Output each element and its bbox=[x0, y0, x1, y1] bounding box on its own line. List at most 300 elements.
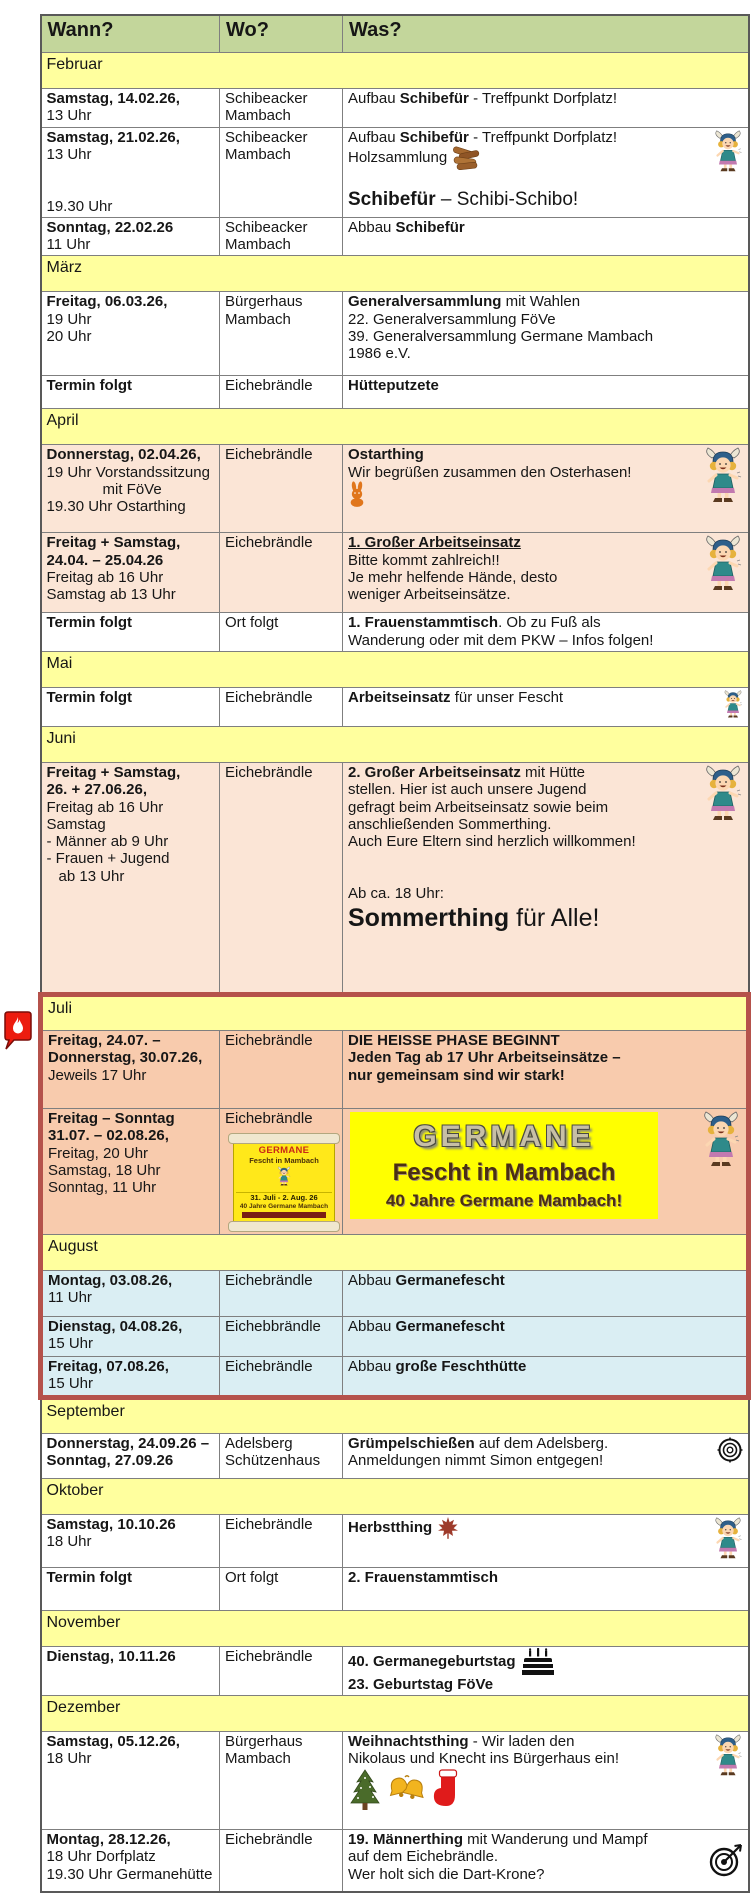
month-label: September bbox=[46, 1402, 125, 1420]
text: Abbau bbox=[348, 1358, 396, 1376]
text-line bbox=[47, 569, 215, 586]
month-label: Mai bbox=[46, 654, 73, 672]
text-line bbox=[47, 586, 215, 603]
text: Holzsammlung bbox=[348, 148, 452, 166]
wo-cell bbox=[220, 292, 343, 376]
event-row bbox=[41, 1646, 749, 1695]
text-line bbox=[47, 850, 215, 867]
text: 18 Uhr Dorfplatz bbox=[46, 1848, 156, 1866]
scroll-cap-bottom bbox=[228, 1221, 340, 1232]
text-line bbox=[48, 1358, 214, 1375]
text: für unser Fescht bbox=[450, 688, 564, 706]
text-line bbox=[225, 146, 337, 163]
wo-cell bbox=[220, 687, 343, 726]
event-row bbox=[41, 1317, 749, 1357]
text: nur gemeinsam sind wir stark! bbox=[348, 1066, 565, 1084]
column-header-wo bbox=[220, 15, 343, 53]
text-line bbox=[348, 1032, 741, 1049]
text: 39. Generalversammlung Germane Mambach bbox=[348, 327, 654, 345]
wo-cell bbox=[220, 1109, 343, 1235]
text: ab 13 Uhr bbox=[58, 867, 125, 885]
poster-title: GERMANE bbox=[258, 1145, 310, 1157]
text-line bbox=[48, 1127, 214, 1144]
text: 15 Uhr bbox=[48, 1335, 94, 1353]
was-cell bbox=[343, 1514, 749, 1567]
month-cell bbox=[41, 1397, 749, 1433]
text-line bbox=[348, 816, 743, 833]
birthday-cake-icon bbox=[520, 1648, 556, 1676]
text: Nikolaus und Knecht ins Bürgerhaus ein! bbox=[348, 1750, 619, 1768]
event-row bbox=[41, 1271, 749, 1317]
text: Donnerstag, 24.09.26 – bbox=[46, 1434, 210, 1452]
wann-cell bbox=[41, 613, 220, 652]
text: Schibefür bbox=[399, 128, 469, 146]
was-cell bbox=[343, 1031, 749, 1109]
text-line bbox=[348, 833, 743, 850]
text-line bbox=[348, 1768, 743, 1812]
text: auf dem Adelsberg. bbox=[474, 1434, 609, 1452]
text: 13 Uhr bbox=[46, 145, 92, 163]
wo-cell bbox=[220, 1271, 343, 1317]
text: Adelsberg bbox=[225, 1434, 293, 1452]
text-line bbox=[47, 219, 215, 236]
text: Wanderung oder mit dem PKW – Infos folgen! bbox=[348, 631, 654, 649]
text: 2. Frauenstammtisch bbox=[348, 1568, 499, 1586]
text-line bbox=[47, 868, 215, 885]
text: 15 Uhr bbox=[48, 1375, 94, 1393]
wann-cell bbox=[41, 687, 220, 726]
wo-cell bbox=[220, 533, 343, 613]
text: auf dem Eichebrändle. bbox=[348, 1848, 499, 1866]
text-line bbox=[348, 781, 743, 798]
text-line bbox=[225, 311, 337, 328]
month-label: August bbox=[48, 1238, 98, 1256]
text: Eichebbrändle bbox=[225, 1318, 321, 1336]
text-line bbox=[348, 1750, 743, 1767]
text-line bbox=[348, 868, 743, 885]
text-line bbox=[47, 198, 215, 215]
event-row bbox=[41, 1567, 749, 1610]
text-line bbox=[225, 1733, 337, 1750]
poster-date: 31. Juli - 2. Aug. 26 bbox=[236, 1192, 332, 1203]
month-label: Dezember bbox=[46, 1699, 121, 1717]
text-line bbox=[348, 1648, 743, 1676]
text: Ostarthing bbox=[348, 446, 424, 464]
text: Eichebrändle bbox=[225, 1358, 313, 1376]
christmas-tree-icon bbox=[348, 1768, 382, 1812]
text-line bbox=[225, 1110, 337, 1127]
was-cell bbox=[343, 1732, 749, 1830]
wo-cell bbox=[220, 1317, 343, 1357]
was-cell bbox=[343, 376, 749, 409]
was-cell bbox=[343, 533, 749, 613]
text-line bbox=[48, 1110, 214, 1127]
text: große Feschthütte bbox=[395, 1358, 527, 1376]
text-line bbox=[225, 219, 337, 236]
text: mit Hütte bbox=[520, 764, 586, 781]
event-row bbox=[41, 1031, 749, 1109]
viking-girl-icon bbox=[701, 1111, 741, 1171]
text-line bbox=[47, 1516, 215, 1533]
text: Termin folgt bbox=[46, 688, 133, 706]
text-line bbox=[348, 534, 743, 551]
month-label: Juli bbox=[48, 1000, 73, 1017]
text-line bbox=[48, 1375, 214, 1392]
text-line bbox=[47, 481, 215, 498]
fescht-poster bbox=[233, 1133, 335, 1232]
text-line bbox=[47, 552, 215, 569]
event-row bbox=[41, 687, 749, 726]
text: stellen. Hier ist auch unsere Jugend bbox=[348, 781, 587, 799]
text: 2. Großer Arbeitseinsatz bbox=[348, 764, 521, 781]
text: Schibeacker bbox=[225, 218, 308, 236]
text: weniger Arbeitseinsätze. bbox=[348, 586, 511, 603]
text: Grümpelschießen bbox=[348, 1434, 475, 1452]
was-cell bbox=[343, 687, 749, 726]
text: Bürgerhaus bbox=[225, 293, 303, 311]
text: 31.07. – 02.08.26, bbox=[48, 1127, 169, 1145]
text: - Treffpunkt Dorfplatz! bbox=[468, 90, 618, 107]
text: Weihnachtsthing bbox=[348, 1733, 469, 1751]
viking-girl-icon bbox=[723, 690, 743, 722]
wo-cell bbox=[220, 217, 343, 256]
text: Anmeldungen nimmt Simon entgegen! bbox=[348, 1451, 604, 1469]
wo-cell bbox=[220, 1732, 343, 1830]
text: Freitag ab 16 Uhr bbox=[46, 798, 164, 816]
text: 1. Großer Arbeitseinsatz bbox=[348, 534, 521, 552]
event-row bbox=[41, 445, 749, 533]
text-line bbox=[348, 1272, 741, 1289]
text: Freitag, 20 Uhr bbox=[48, 1144, 149, 1162]
text: 20 Uhr bbox=[46, 327, 92, 345]
text: Freitag, 07.08.26, bbox=[48, 1358, 169, 1376]
wo-cell bbox=[220, 1514, 343, 1567]
text-line bbox=[47, 180, 215, 197]
text: Eichebrändle bbox=[225, 446, 313, 464]
text: Schibefür bbox=[399, 90, 469, 107]
text-line bbox=[47, 689, 215, 706]
was-cell bbox=[343, 292, 749, 376]
text-line bbox=[47, 781, 215, 798]
christmas-stocking-icon bbox=[432, 1769, 462, 1811]
text-line bbox=[225, 1032, 337, 1049]
text-line bbox=[225, 1452, 337, 1469]
was-cell bbox=[343, 1109, 749, 1235]
was-cell bbox=[343, 763, 749, 995]
text-line bbox=[48, 1272, 214, 1289]
wann-cell bbox=[41, 1357, 220, 1398]
text: Bürgerhaus bbox=[225, 1733, 303, 1751]
text: Samstag, 18 Uhr bbox=[48, 1161, 161, 1179]
text-line bbox=[48, 1318, 214, 1335]
text-line bbox=[47, 236, 215, 253]
wann-cell bbox=[41, 445, 220, 533]
text: Je mehr helfende Hände, desto bbox=[348, 568, 558, 586]
shooting-target-icon bbox=[717, 1437, 743, 1467]
text-line bbox=[47, 498, 215, 515]
month-cell bbox=[41, 995, 749, 1031]
text: Eichebrändle bbox=[225, 1515, 313, 1533]
text: 23. Geburtstag FöVe bbox=[348, 1675, 494, 1693]
wo-cell bbox=[220, 89, 343, 128]
wann-cell bbox=[41, 1732, 220, 1830]
wann-cell bbox=[41, 1109, 220, 1235]
text: Abbau bbox=[348, 1318, 396, 1336]
was-cell bbox=[343, 1433, 749, 1478]
month-row bbox=[41, 1610, 749, 1646]
poster-subtitle: Fescht in Mambach bbox=[249, 1156, 319, 1166]
month-row bbox=[41, 727, 749, 763]
text-line bbox=[225, 534, 337, 551]
text: 11 Uhr bbox=[46, 236, 91, 253]
month-row bbox=[41, 256, 749, 292]
month-label: April bbox=[46, 412, 79, 430]
text: Arbeitseinsatz bbox=[348, 688, 451, 706]
text-line bbox=[48, 1145, 214, 1162]
text: Eichebrändle bbox=[225, 688, 313, 706]
text-line bbox=[348, 187, 743, 211]
text-line bbox=[47, 163, 215, 180]
text: Ort folgt bbox=[225, 614, 279, 632]
calendar-table bbox=[38, 14, 751, 1893]
bells-icon bbox=[388, 1772, 426, 1808]
text-line bbox=[348, 1067, 741, 1084]
viking-girl-icon bbox=[713, 130, 743, 176]
month-row bbox=[41, 995, 749, 1031]
text: 18 Uhr bbox=[46, 1532, 92, 1550]
text: Freitag – Sonntag bbox=[48, 1110, 175, 1127]
text-line bbox=[47, 1648, 215, 1665]
text-line bbox=[348, 1452, 743, 1469]
text: Eichebrändle bbox=[225, 377, 313, 395]
event-row bbox=[41, 763, 749, 995]
text: Eichebrändle bbox=[225, 1110, 313, 1127]
text-line bbox=[348, 219, 743, 236]
banner-subtitle: Fescht in Mambach bbox=[392, 1158, 616, 1186]
text-line bbox=[225, 614, 337, 631]
event-row bbox=[41, 217, 749, 256]
wann-cell bbox=[41, 533, 220, 613]
event-row bbox=[41, 1514, 749, 1567]
text: anschließenden Sommerthing. bbox=[348, 815, 552, 833]
dart-target-icon bbox=[709, 1843, 743, 1881]
was-cell bbox=[343, 613, 749, 652]
text: Eichebrändle bbox=[225, 1647, 313, 1665]
text: für Alle! bbox=[509, 904, 600, 932]
text-line bbox=[348, 614, 743, 631]
text-line bbox=[47, 464, 215, 481]
text: Schibefür bbox=[395, 218, 465, 236]
text: Abbau bbox=[348, 218, 396, 236]
wann-cell bbox=[41, 217, 220, 256]
text: Eichebrändle bbox=[225, 764, 313, 781]
comment-flame-marker[interactable] bbox=[2, 1010, 34, 1052]
text-line bbox=[225, 236, 337, 253]
text: 1. Frauenstammtisch bbox=[348, 614, 499, 632]
viking-girl-icon bbox=[703, 765, 743, 825]
text: mit Wanderung und Mampf bbox=[463, 1831, 648, 1849]
text: 19.30 Uhr Ostarthing bbox=[46, 498, 186, 515]
text-line bbox=[348, 345, 743, 362]
text: Freitag, 06.03.26, bbox=[46, 293, 168, 311]
text-line bbox=[225, 1750, 337, 1767]
text-line bbox=[348, 446, 743, 463]
was-cell bbox=[343, 89, 749, 128]
text: Aufbau bbox=[348, 128, 400, 146]
text-line bbox=[225, 377, 337, 394]
wann-cell bbox=[41, 1031, 220, 1109]
text-line bbox=[47, 377, 215, 394]
text-line bbox=[47, 311, 215, 328]
text: Mambach bbox=[225, 310, 291, 328]
text-line bbox=[348, 90, 743, 107]
fescht-banner bbox=[350, 1112, 658, 1219]
viking-girl-icon bbox=[277, 1173, 291, 1190]
wann-cell bbox=[41, 1271, 220, 1317]
text-line bbox=[348, 170, 743, 187]
text: Herbstthing bbox=[348, 1518, 433, 1536]
text-line bbox=[47, 146, 215, 163]
viking-girl-icon bbox=[713, 1734, 743, 1780]
text-line bbox=[47, 1435, 215, 1452]
text-line bbox=[47, 129, 215, 146]
month-cell bbox=[41, 256, 749, 292]
text: 19.30 Uhr bbox=[46, 197, 113, 215]
wo-cell bbox=[220, 1567, 343, 1610]
viking-girl-icon bbox=[703, 535, 743, 595]
text-line bbox=[48, 1335, 214, 1352]
text: Eichebrändle bbox=[225, 1272, 313, 1290]
text-line bbox=[47, 833, 215, 850]
month-cell bbox=[41, 727, 749, 763]
header-row bbox=[41, 15, 749, 53]
text: Samstag bbox=[46, 815, 106, 833]
text-line bbox=[47, 1533, 215, 1550]
text-line bbox=[225, 1272, 337, 1289]
text: Samstag, 10.10.26 bbox=[46, 1515, 176, 1533]
text: Freitag + Samstag, bbox=[46, 534, 181, 552]
text-line bbox=[348, 464, 743, 481]
text: Mambach bbox=[225, 145, 291, 163]
text-line bbox=[348, 632, 743, 649]
text-line bbox=[348, 293, 743, 310]
text: Aufbau bbox=[348, 90, 400, 107]
column-header-label: Wo? bbox=[226, 19, 269, 41]
text-line bbox=[348, 552, 743, 569]
text-line bbox=[225, 1831, 337, 1848]
text-line bbox=[348, 902, 743, 933]
text-line bbox=[348, 481, 743, 507]
text: Abbau bbox=[348, 1272, 396, 1290]
month-cell bbox=[41, 1610, 749, 1646]
text-line bbox=[225, 1358, 337, 1375]
month-cell bbox=[41, 1696, 749, 1732]
text-line bbox=[348, 1733, 743, 1750]
text: - Frauen + Jugend bbox=[46, 850, 170, 868]
text: – Schibi-Schibo! bbox=[435, 189, 579, 210]
wo-cell bbox=[220, 613, 343, 652]
text-line bbox=[348, 885, 743, 902]
was-cell bbox=[343, 1271, 749, 1317]
text: 13 Uhr bbox=[46, 107, 92, 125]
month-row bbox=[41, 651, 749, 687]
month-row bbox=[41, 409, 749, 445]
text-line bbox=[348, 1435, 743, 1452]
text-line bbox=[47, 446, 215, 463]
wann-cell bbox=[41, 1830, 220, 1892]
wann-cell bbox=[41, 1433, 220, 1478]
text: 19 Uhr Vorstandssitzung bbox=[46, 463, 210, 481]
was-cell bbox=[343, 217, 749, 256]
maple-leaf-icon bbox=[436, 1516, 460, 1540]
text-line bbox=[348, 569, 743, 586]
text-line bbox=[225, 689, 337, 706]
month-label: März bbox=[46, 259, 83, 277]
text: Eichebrändle bbox=[225, 1032, 313, 1049]
text: Sommerthing bbox=[348, 904, 510, 932]
text: Germanefescht bbox=[395, 1318, 505, 1336]
month-cell bbox=[41, 53, 749, 89]
text: Generalversammlung bbox=[348, 293, 502, 311]
text-line bbox=[47, 799, 215, 816]
event-row bbox=[41, 89, 749, 128]
text-line bbox=[48, 1179, 214, 1196]
text-line bbox=[225, 1569, 337, 1586]
text: 1986 e.V. bbox=[348, 345, 411, 362]
text-line bbox=[47, 1452, 215, 1469]
text: - Treffpunkt Dorfplatz! bbox=[468, 128, 618, 146]
viking-girl-icon bbox=[713, 1517, 743, 1563]
wann-cell bbox=[41, 292, 220, 376]
text: Schibefür bbox=[348, 189, 436, 210]
banner-title: GERMANE bbox=[413, 1120, 595, 1153]
text-line bbox=[348, 1049, 741, 1066]
text-line bbox=[348, 1318, 741, 1335]
month-cell bbox=[41, 409, 749, 445]
wann-cell bbox=[41, 1567, 220, 1610]
text: Freitag, 24.07. – bbox=[48, 1032, 161, 1049]
month-row bbox=[41, 1235, 749, 1271]
was-cell bbox=[343, 1567, 749, 1610]
text-line bbox=[225, 90, 337, 107]
text-line bbox=[225, 107, 337, 124]
text: mit FöVe bbox=[102, 480, 162, 498]
text-line bbox=[348, 586, 743, 603]
text-line bbox=[47, 1866, 215, 1883]
text: Samstag, 21.02.26, bbox=[46, 128, 180, 146]
month-label: Februar bbox=[46, 56, 103, 73]
text-line bbox=[225, 1318, 337, 1335]
text: Ort folgt bbox=[225, 1568, 279, 1586]
wo-cell bbox=[220, 1830, 343, 1892]
wo-cell bbox=[220, 1357, 343, 1398]
text: 18 Uhr bbox=[46, 1750, 92, 1768]
text-line bbox=[47, 328, 215, 345]
text: 19. Männerthing bbox=[348, 1831, 464, 1849]
column-header-label: Wann? bbox=[47, 19, 114, 41]
text: Auch Eure Eltern sind herzlich willkommen! bbox=[348, 833, 636, 850]
text: Germanefescht bbox=[395, 1272, 505, 1290]
was-cell bbox=[343, 127, 749, 217]
text-line bbox=[348, 850, 743, 867]
text: Schibeacker bbox=[225, 128, 308, 146]
text-line bbox=[225, 446, 337, 463]
wood-logs-icon bbox=[451, 146, 481, 170]
wo-cell bbox=[220, 376, 343, 409]
text: 22. Generalversammlung FöVe bbox=[348, 310, 556, 328]
event-row bbox=[41, 1433, 749, 1478]
text: Ab ca. 18 Uhr: bbox=[348, 884, 444, 902]
